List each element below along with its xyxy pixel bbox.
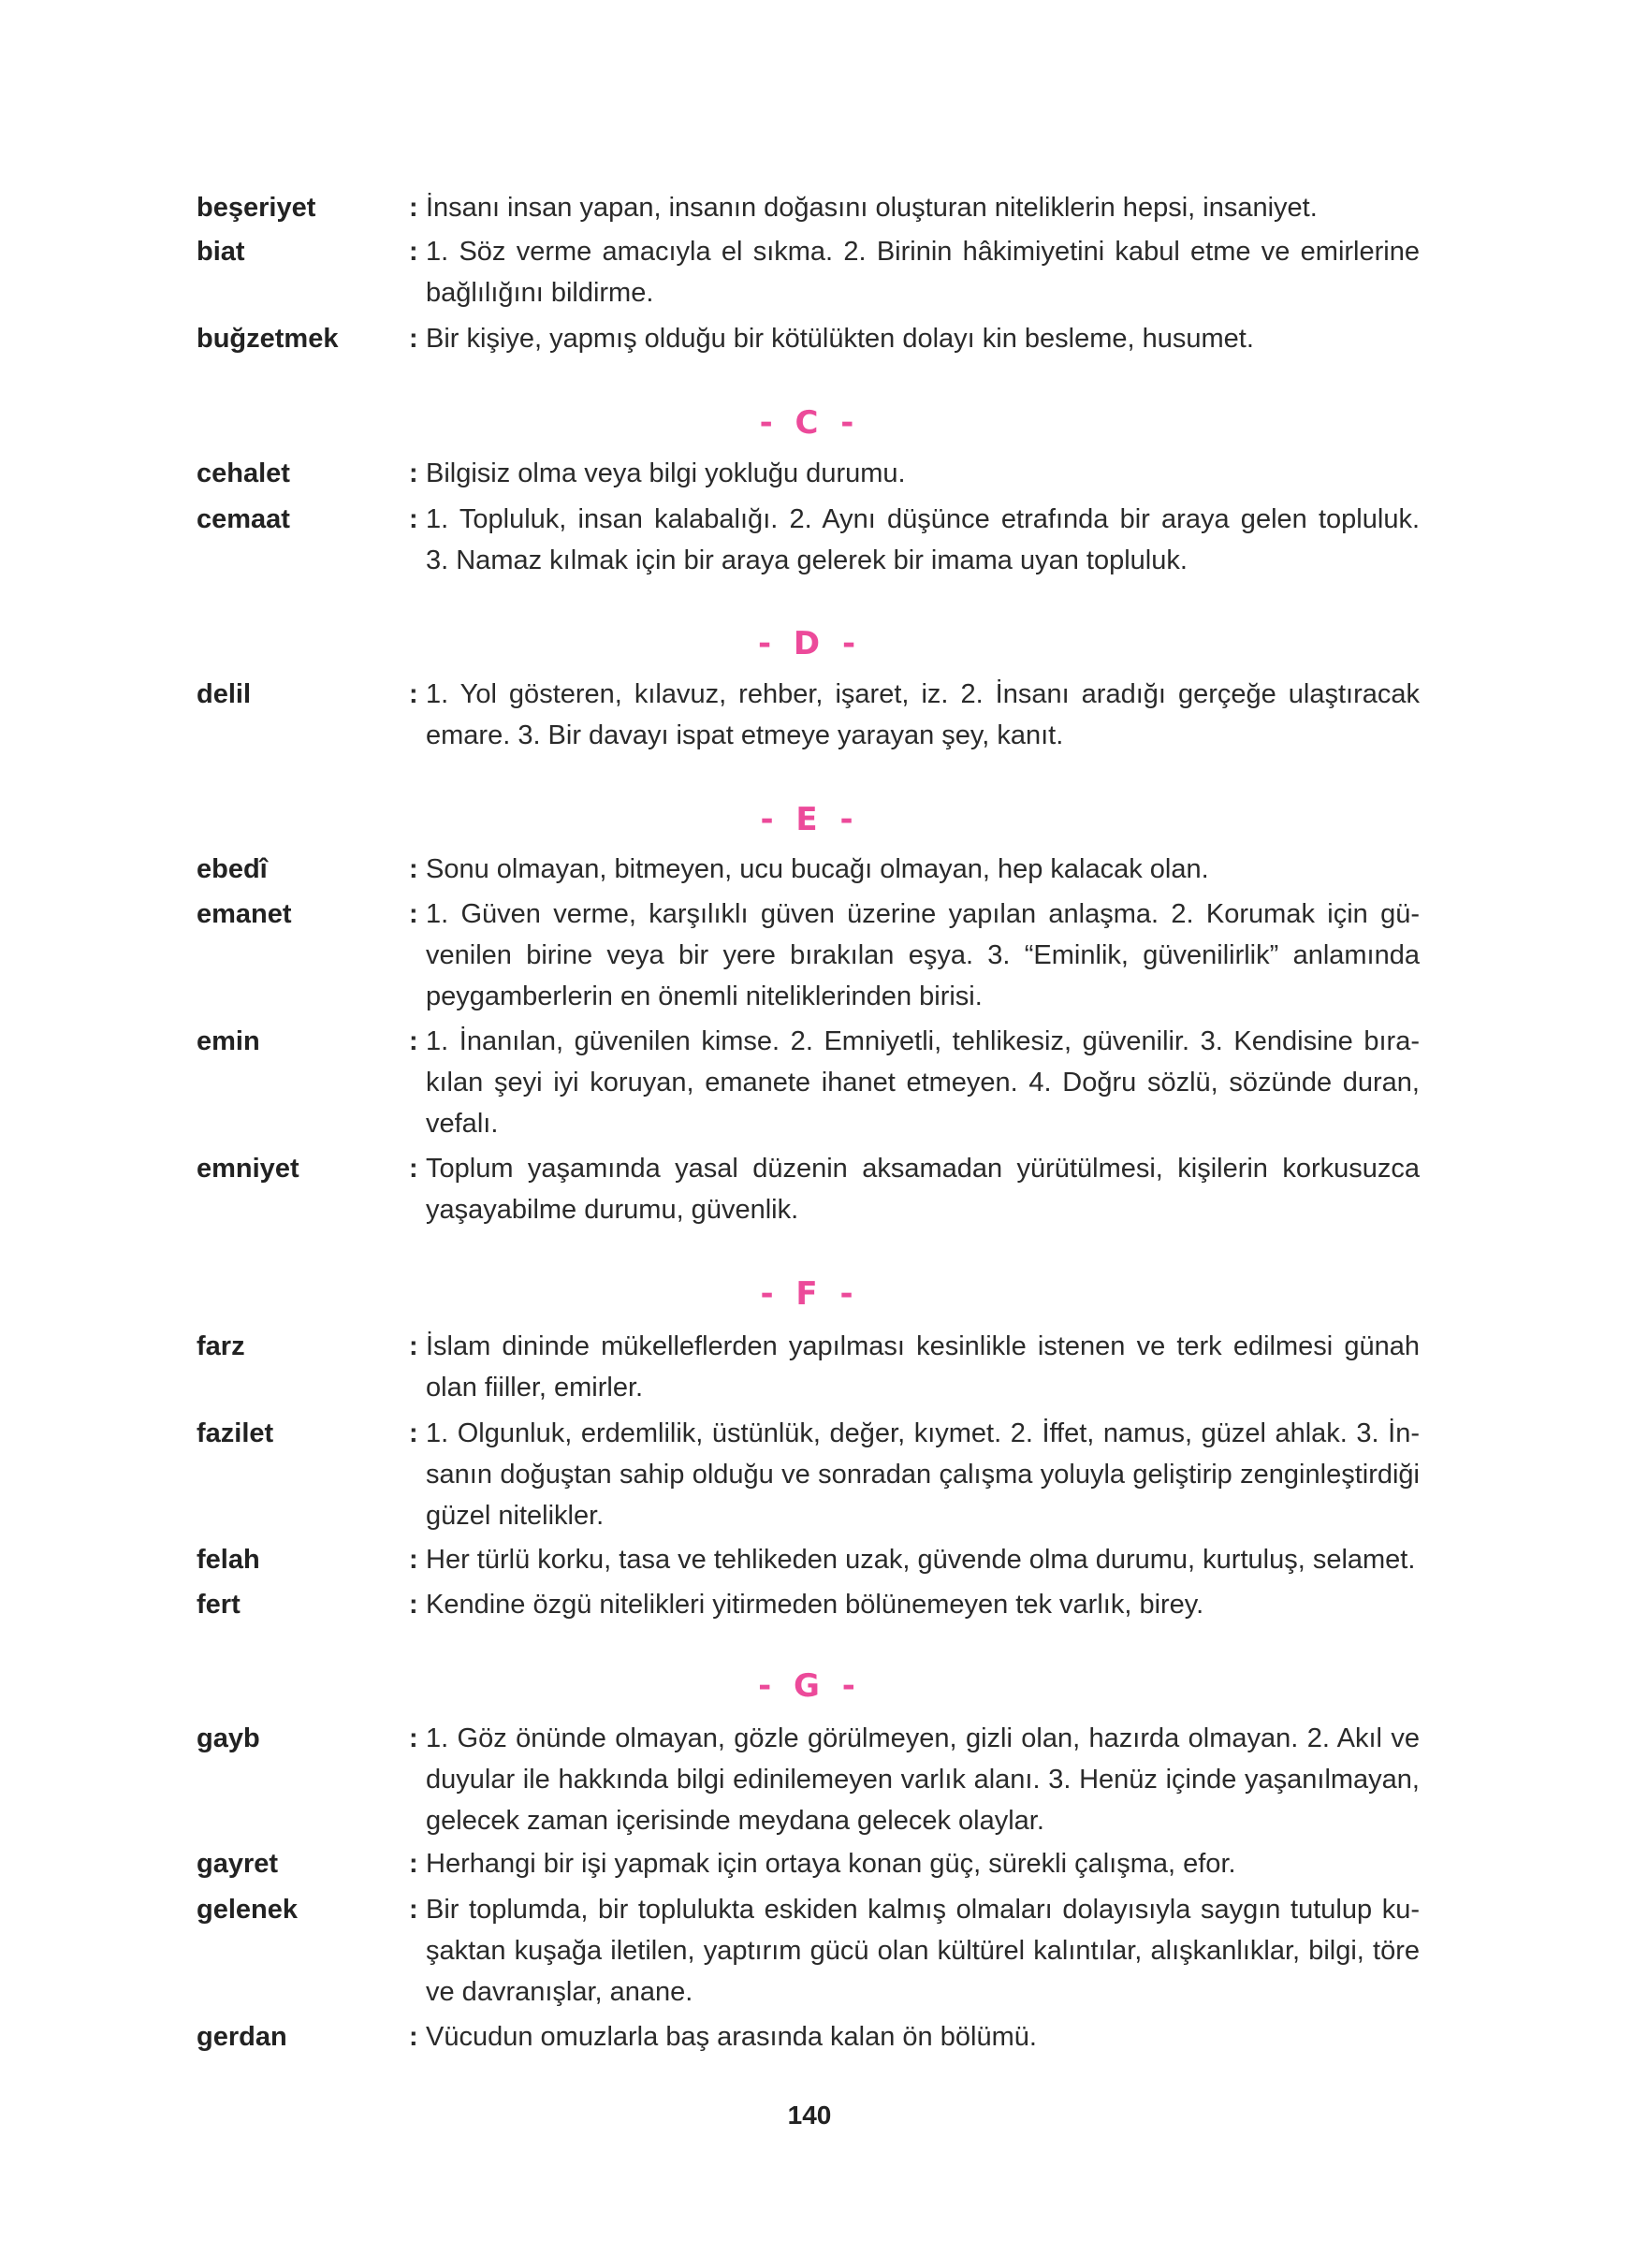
entry-definition [426,1413,1420,1536]
entry-definition [426,1843,1420,1884]
entry-colon: : [409,854,418,884]
definition-line: sanın doğuştan sahip olduğu ve sonradan çalışma yoluyla geliştirip zenginleştirdiği [426,1460,1420,1490]
entry-colon: : [409,193,418,223]
entry-term: gayret [197,1849,279,1879]
definition-line: Herhangi bir işi yapmak için ortaya konan güç, sürekli çalışma, efor. [426,1849,1236,1879]
entry-colon: : [409,1723,418,1753]
entry-colon: : [409,1545,418,1575]
definition-line: İslam dininde mükelleflerden yapılması kesinlikle istenen ve terk edilmesi günah [426,1331,1420,1361]
definition-line: Toplum yaşamında yasal düzenin aksamadan yürütülmesi, kişilerin korkusuzca [426,1154,1420,1184]
entry-colon: : [409,1331,418,1361]
entry-colon: : [409,1590,418,1620]
definition-line: kılan şeyi iyi koruyan, emanete ihanet etmeyen. 4. Doğru sözlü, sözünde duran, [426,1068,1420,1098]
entry-colon: : [409,324,418,354]
entry-term: gayb [197,1723,260,1753]
entry-definition [426,2016,1420,2057]
entry-term: biat [197,237,245,267]
definition-line: 1. Göz önünde olmayan, gözle görülmeyen, gizli olan, hazırda olmayan. 2. Akıl ve [426,1723,1420,1753]
definition-line: 1. Yol gösteren, kılavuz, rehber, işaret, iz. 2. İnsanı aradığı gerçeğe ulaştıracak [426,679,1420,709]
entry-term: felah [197,1545,260,1575]
entry-term: emanet [197,899,292,929]
page-number: 140 [787,2101,832,2130]
entry-colon: : [409,1895,418,1925]
definition-line: 1. Olgunluk, erdemlilik, üstünlük, değer, kıymet. 2. İffet, namus, güzel ahlak. 3. İn- [426,1418,1420,1448]
entry-term: cemaat [197,504,290,534]
definition-line: İnsanı insan yapan, insanın doğasını oluşturan niteliklerin hepsi, insaniyet. [426,193,1318,223]
entry-term: fert [197,1590,241,1620]
entry-definition [426,453,1420,494]
entry-colon: : [409,1418,418,1448]
definition-line: 1. Söz verme amacıyla el sıkma. 2. Birinin hâkimiyetini kabul etme ve emirlerine [426,237,1420,267]
definition-line: Bir toplumda, bir toplulukta eskiden kalmış olmaları dolayısıyla saygın tutulup ku- [426,1895,1420,1925]
entry-definition [426,499,1420,581]
entry-definition [426,849,1420,890]
definition-line: duyular ile hakkında bilgi edinilemeyen varlık alanı. 3. Henüz içinde yaşanılmayan, [426,1765,1420,1795]
entry-term: ebedî [197,854,268,884]
definition-line: Bilgisiz olma veya bilgi yokluğu durumu. [426,458,906,488]
entry-term: buğzetmek [197,324,339,354]
entry-definition [426,1539,1420,1580]
entry-definition [426,231,1420,313]
section-letter-f: - F - [760,1275,859,1313]
definition-line: Bir kişiye, yapmış olduğu bir kötülükten dolayı kin besleme, husumet. [426,324,1254,354]
definition-line: güzel nitelikler. [426,1501,605,1531]
definition-line: Sonu olmayan, bitmeyen, ucu bucağı olmayan, hep kalacak olan. [426,854,1209,884]
definition-line: 1. Topluluk, insan kalabalığı. 2. Aynı düşünce etrafında bir araya gelen topluluk. [426,504,1420,534]
entry-definition [426,1326,1420,1408]
entry-term: beşeriyet [197,193,316,223]
entry-definition [426,1148,1420,1230]
definition-line: 3. Namaz kılmak için bir araya gelerek bir imama uyan topluluk. [426,545,1188,575]
section-letter-d: - D - [757,625,862,662]
definition-line: vefalı. [426,1109,499,1139]
entry-colon: : [409,1849,418,1879]
entry-definition [426,318,1420,359]
definition-line: Vücudun omuzlarla baş arasında kalan ön bölümü. [426,2022,1037,2052]
entry-term: emin [197,1026,260,1056]
entry-colon: : [409,2022,418,2052]
definition-line: peygamberlerin en önemli niteliklerinden birisi. [426,981,983,1011]
entry-colon: : [409,679,418,709]
definition-line: emare. 3. Bir davayı ispat etmeye yarayan şey, kanıt. [426,720,1064,750]
entry-term: gelenek [197,1895,298,1925]
entry-colon: : [409,1026,418,1056]
definition-line: Her türlü korku, tasa ve tehlikeden uzak, güvende olma durumu, kurtuluş, selamet. [426,1545,1416,1575]
entry-term: cehalet [197,458,290,488]
definition-line: olan fiiller, emirler. [426,1373,644,1403]
entry-definition [426,1584,1420,1625]
definition-line: bağlılığını bildirme. [426,278,654,308]
definition-line: şaktan kuşağa iletilen, yaptırım gücü olan kültürel kalıntılar, alışkanlıklar, bilgi, töre [426,1936,1420,1966]
entry-definition [426,1718,1420,1841]
definition-line: Kendine özgü nitelikleri yitirmeden bölünemeyen tek varlık, birey. [426,1590,1204,1620]
entry-colon: : [409,458,418,488]
entry-definition [426,187,1420,228]
entry-colon: : [409,237,418,267]
entry-term: gerdan [197,2022,287,2052]
section-letter-c: - C - [759,404,860,442]
entry-definition [426,674,1420,756]
definition-line: 1. İnanılan, güvenilen kimse. 2. Emniyetli, tehlikesiz, güvenilir. 3. Kendisine bıra- [426,1026,1420,1056]
definition-line: venilen birine veya bir yere bırakılan eşya. 3. “Eminlik, güvenilirlik” anlamında [426,940,1420,970]
entry-term: emniyet [197,1154,299,1184]
entry-definition [426,1021,1420,1144]
entry-colon: : [409,899,418,929]
entry-colon: : [409,1154,418,1184]
entry-term: farz [197,1331,245,1361]
definition-line: yaşayabilme durumu, güvenlik. [426,1195,799,1225]
definition-line: 1. Güven verme, karşılıklı güven üzerine yapılan anlaşma. 2. Korumak için gü- [426,899,1420,929]
entry-colon: : [409,504,418,534]
section-letter-g: - G - [758,1667,861,1705]
section-letter-e: - E - [760,801,859,838]
entry-definition [426,1889,1420,2013]
entry-term: fazilet [197,1418,274,1448]
entry-term: delil [197,679,252,709]
definition-line: ve davranışlar, anane. [426,1977,693,2007]
definition-line: gelecek zaman içerisinde meydana gelecek olaylar. [426,1806,1044,1836]
entry-definition [426,894,1420,1017]
